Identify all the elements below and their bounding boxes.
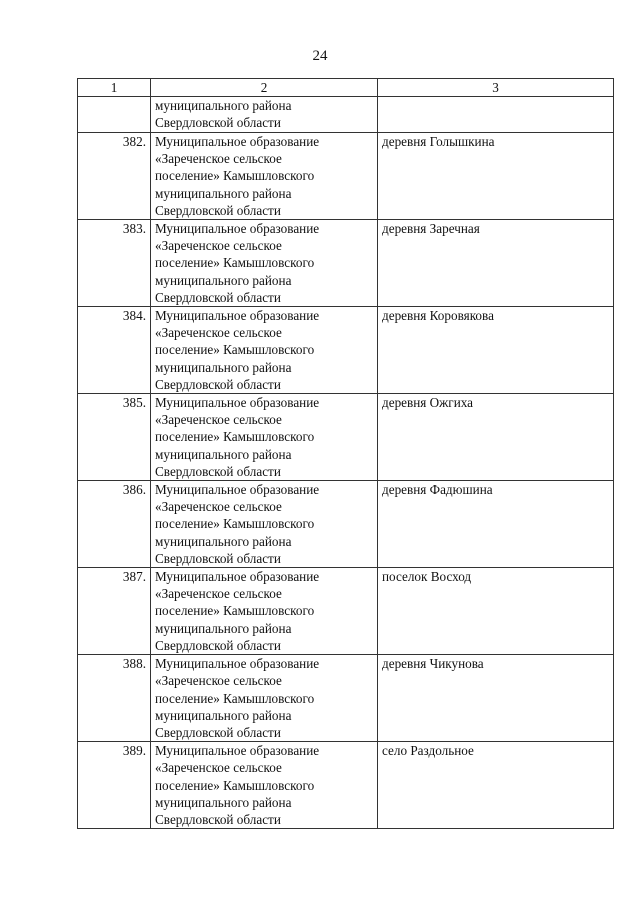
row-number: 385. [78,394,151,481]
entity-line: Муниципальное образование [155,221,320,237]
municipal-entity-cell [151,394,378,481]
settlement-name: село Раздольное [378,742,614,829]
entity-line: Муниципальное образование [155,656,320,672]
municipal-entity-cell [151,133,378,220]
entity-line: «Зареченское сельское [155,760,282,776]
settlement-name: деревня Коровякова [378,307,614,394]
entity-line: Муниципальное образование [155,395,320,411]
entity-line: «Зареченское сельское [155,238,282,254]
entity-line: муниципального района [155,185,292,201]
entity-line: Свердловской области [155,463,281,479]
entity-line: Муниципальное образование [155,482,320,498]
row-number: 382. [78,133,151,220]
entity-line: Муниципальное образование [155,569,320,585]
entity-line: муниципального района [155,272,292,288]
column-header-2: 2 [151,79,378,97]
municipal-entity-cell [151,655,378,742]
settlement-name: деревня Ожгиха [378,394,614,481]
entity-line: Свердловской области [155,724,281,740]
entity-line: муниципального района [155,359,292,375]
table-row [78,481,614,568]
entity-line: «Зареченское сельское [155,151,282,167]
page-number: 24 [312,48,328,64]
settlement-name: поселок Восход [378,568,614,655]
entity-line: Свердловской области [155,202,281,218]
entity-line: Свердловской области [155,289,281,305]
municipal-entity-cell [151,307,378,394]
entity-line: «Зареченское сельское [155,325,282,341]
row-number: 389. [78,742,151,829]
entity-line: Свердловской области [155,376,281,392]
entity-line: поселение» Камышловского [155,342,315,358]
entity-line: поселение» Камышловского [155,690,315,706]
table-row [78,742,614,829]
entity-line: поселение» Камышловского [155,255,315,271]
settlement-name: деревня Чикунова [378,655,614,742]
settlement-name: деревня Голышкина [378,133,614,220]
row-number: 387. [78,568,151,655]
column-header-1: 1 [78,79,151,97]
entity-line: поселение» Камышловского [155,777,315,793]
entity-line: муниципального района [155,707,292,723]
settlements-table [77,78,614,829]
entity-line: Муниципальное образование [155,134,320,149]
continuation-entity-cell [151,97,378,133]
row-number: 386. [78,481,151,568]
entity-line: «Зареченское сельское [155,673,282,689]
entity-line: «Зареченское сельское [155,499,282,515]
continuation-row [78,97,614,133]
row-number: 388. [78,655,151,742]
municipal-entity-cell [151,742,378,829]
entity-line: Муниципальное образование [155,308,320,324]
entity-line: муниципального района [155,620,292,636]
continuation-settlement-cell [378,97,614,133]
entity-line: муниципального района [155,533,292,549]
continuation-num-cell [78,97,151,133]
entity-line: муниципального района [155,446,292,462]
entity-line: поселение» Камышловского [155,516,315,532]
table-row [78,394,614,481]
table-row [78,307,614,394]
entity-line: «Зареченское сельское [155,412,282,428]
table-row [78,133,614,220]
continuation-line: Свердловской области [155,115,281,131]
entity-line: Свердловской области [155,550,281,566]
municipal-entity-cell [151,220,378,307]
entity-line: поселение» Камышловского [155,429,315,445]
entity-line: поселение» Камышловского [155,168,315,184]
municipal-entity-cell [151,481,378,568]
entity-line: «Зареченское сельское [155,586,282,602]
table-row [78,655,614,742]
settlement-name: деревня Фадюшина [378,481,614,568]
entity-line: Муниципальное образование [155,743,320,759]
continuation-line: муниципального района [155,98,292,113]
settlement-name: деревня Заречная [378,220,614,307]
table-row [78,220,614,307]
entity-line: Свердловской области [155,811,281,827]
table-header-row [78,79,614,97]
entity-line: Свердловской области [155,637,281,653]
entity-line: поселение» Камышловского [155,603,315,619]
table-row [78,568,614,655]
row-number: 384. [78,307,151,394]
municipal-entity-cell [151,568,378,655]
row-number: 383. [78,220,151,307]
entity-line: муниципального района [155,794,292,810]
column-header-3: 3 [378,79,614,97]
